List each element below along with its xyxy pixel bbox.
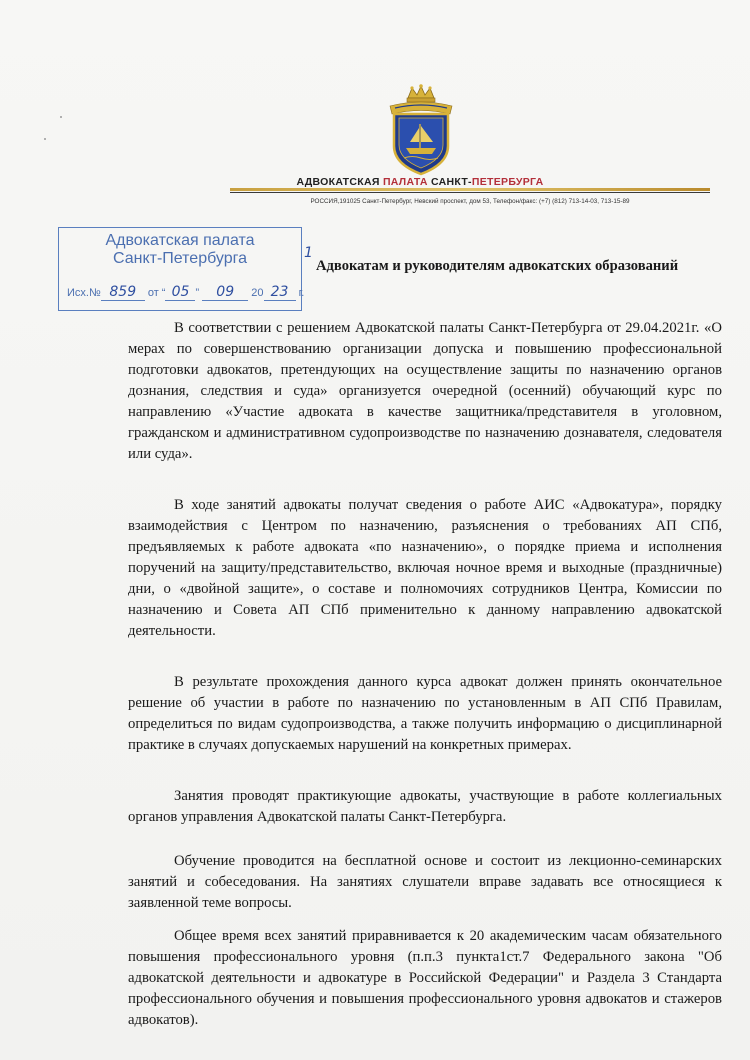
letter-body: [128, 318, 722, 1031]
addressee-heading: Адвокатам и руководителям адвокатских образований: [316, 258, 679, 274]
stamp-day: 05: [165, 284, 195, 301]
bar-association-emblem-icon: [386, 84, 456, 176]
paragraph-free-training: Обучение проводится на бесплатной основе и состоит из лекционно-семинарских занятий и собеседования. На занятиях слушатели вправе задавать все относящиеся к заявленной теме вопросы.: [128, 853, 722, 911]
paragraph-instructors: Занятия проводят практикующие адвокаты, участвующие в работе коллегиальных органов управления Адвокатской палаты Санкт-Петербурга.: [128, 788, 722, 825]
scan-speck: [44, 138, 46, 140]
stamp-org-line2: Санкт-Петербурга: [112, 250, 248, 267]
paragraph-course-content: В ходе занятий адвокаты получат сведения о работе АИС «Адвокатура», порядку взаимодействия с Центром по назначению, разъяснения о требованиях АП СПб, предъявляемых к работе адвоката «по назначению», о порядке приема и исполнения поручений на защиту/представительство, включая ночное время и выходные (праздничные) дни, о «двойной защите», о составе и полномочиях сотрудников Центра, Комиссии по назначению и Совета АП СПб применительно к данному направлению адвокатской деятельности.: [128, 497, 722, 639]
paragraph-course-result: В результате прохождения данного курса адвокат должен принять окончательное решение об участии в работе по назначению по установленным в АП СПб Правилам, определиться по видам судопроизводства, а также получить информацию о дисциплинарной практике в случаях допускаемых нарушений на конкретных примерах.: [128, 674, 722, 753]
stamp-year: 23: [264, 284, 296, 301]
stamp-year-suffix: г.: [298, 287, 305, 299]
header-dark-rule: [230, 192, 710, 193]
scan-speck: [60, 116, 62, 118]
registration-stamp: [58, 227, 305, 311]
stamp-outgoing-number: 859: [101, 284, 145, 301]
stamp-from-label: от: [147, 287, 159, 299]
organization-address: РОССИЯ,191025 Санкт-Петербург, Невский проспект, дом 53, Телефон/факс: (+7) (812) 713-14-03, 713-15-89: [310, 198, 630, 205]
header-gold-rule: [230, 188, 710, 191]
stamp-month: 09: [202, 284, 248, 301]
organization-title: АДВОКАТСКАЯ ПАЛАТА САНКТ-ПЕТЕРБУРГА: [296, 176, 544, 188]
stamp-prefix: Исх.№: [67, 287, 101, 299]
stamp-number-row: Исх.№ 859 от “ 05 ” 09 20 23 г.: [67, 284, 305, 300]
stamp-org-line1: Адвокатская палата: [105, 232, 255, 249]
stamp-year-prefix: 20: [251, 287, 264, 299]
paragraph-hours: Общее время всех занятий приравнивается к 20 академическим часам обязательного повышения профессионального уровня (п.п.3 пункта1ст.7 Федерального закона "Об адвокатской деятельности и адвокатуре в Российской Федерации" и Раздела 3 Стандарта профессионального обучения и повышения профессионального уровня адвокатов и стажеров адвокатов).: [128, 928, 722, 1028]
handwritten-mark: 1: [304, 245, 313, 261]
paragraph-decision: В соответствии с решением Адвокатской палаты Санкт-Петербурга от 29.04.2021г. «О мерах по совершенствованию организации допуска и повышению профессиональной подготовки адвокатов, претендующих на осуществление защиты по назначению органов дознания, следствия и суда» организуется очередной (осенний) обучающий курс по направлению «Участие адвоката в качестве защитника/представителя в уголовном, гражданском и административном судопроизводстве по назначению дознавателя, следователя или суда».: [128, 320, 722, 462]
